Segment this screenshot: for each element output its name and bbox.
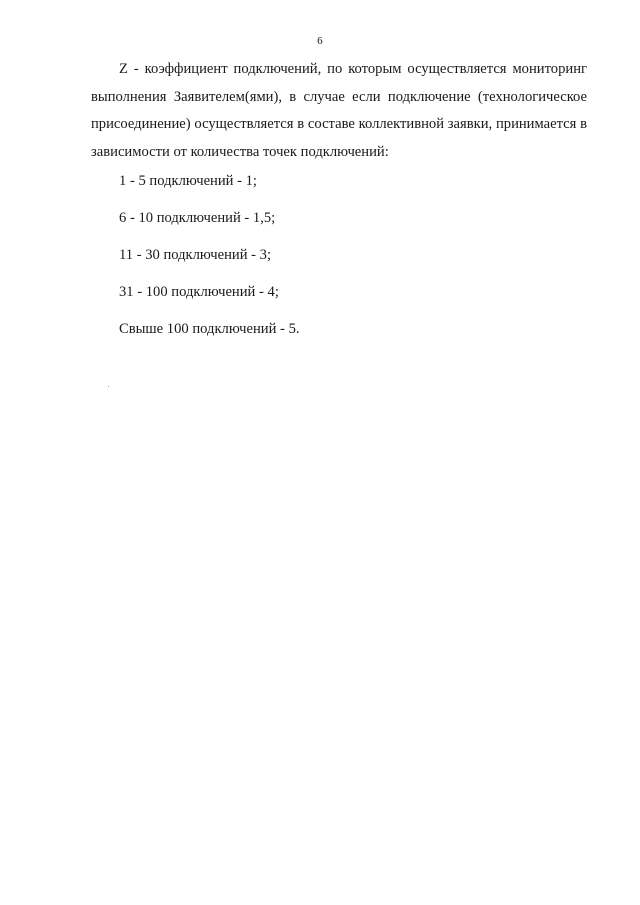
scan-speck (108, 386, 109, 387)
list-item-6-10: 6 - 10 подключений - 1,5; (119, 210, 276, 226)
connection-coefficient-list (119, 171, 579, 356)
page-number: 6 (317, 35, 323, 47)
coefficient-description-paragraph: Z - коэффициент подключений, по которым осуществляется мониторинг выполнения Заявителем(ями), в случае если подключение (технологическое присоединение) осуществляется в составе коллективной заявки, принимается в зависимости от количества точек подключений: (91, 61, 587, 160)
list-item-11-30: 11 - 30 подключений - 3; (119, 247, 272, 263)
list-item-over-100: Свыше 100 подключений - 5. (119, 321, 300, 337)
list-item-1-5: 1 - 5 подключений - 1; (119, 173, 257, 189)
list-item-31-100: 31 - 100 подключений - 4; (119, 284, 279, 300)
